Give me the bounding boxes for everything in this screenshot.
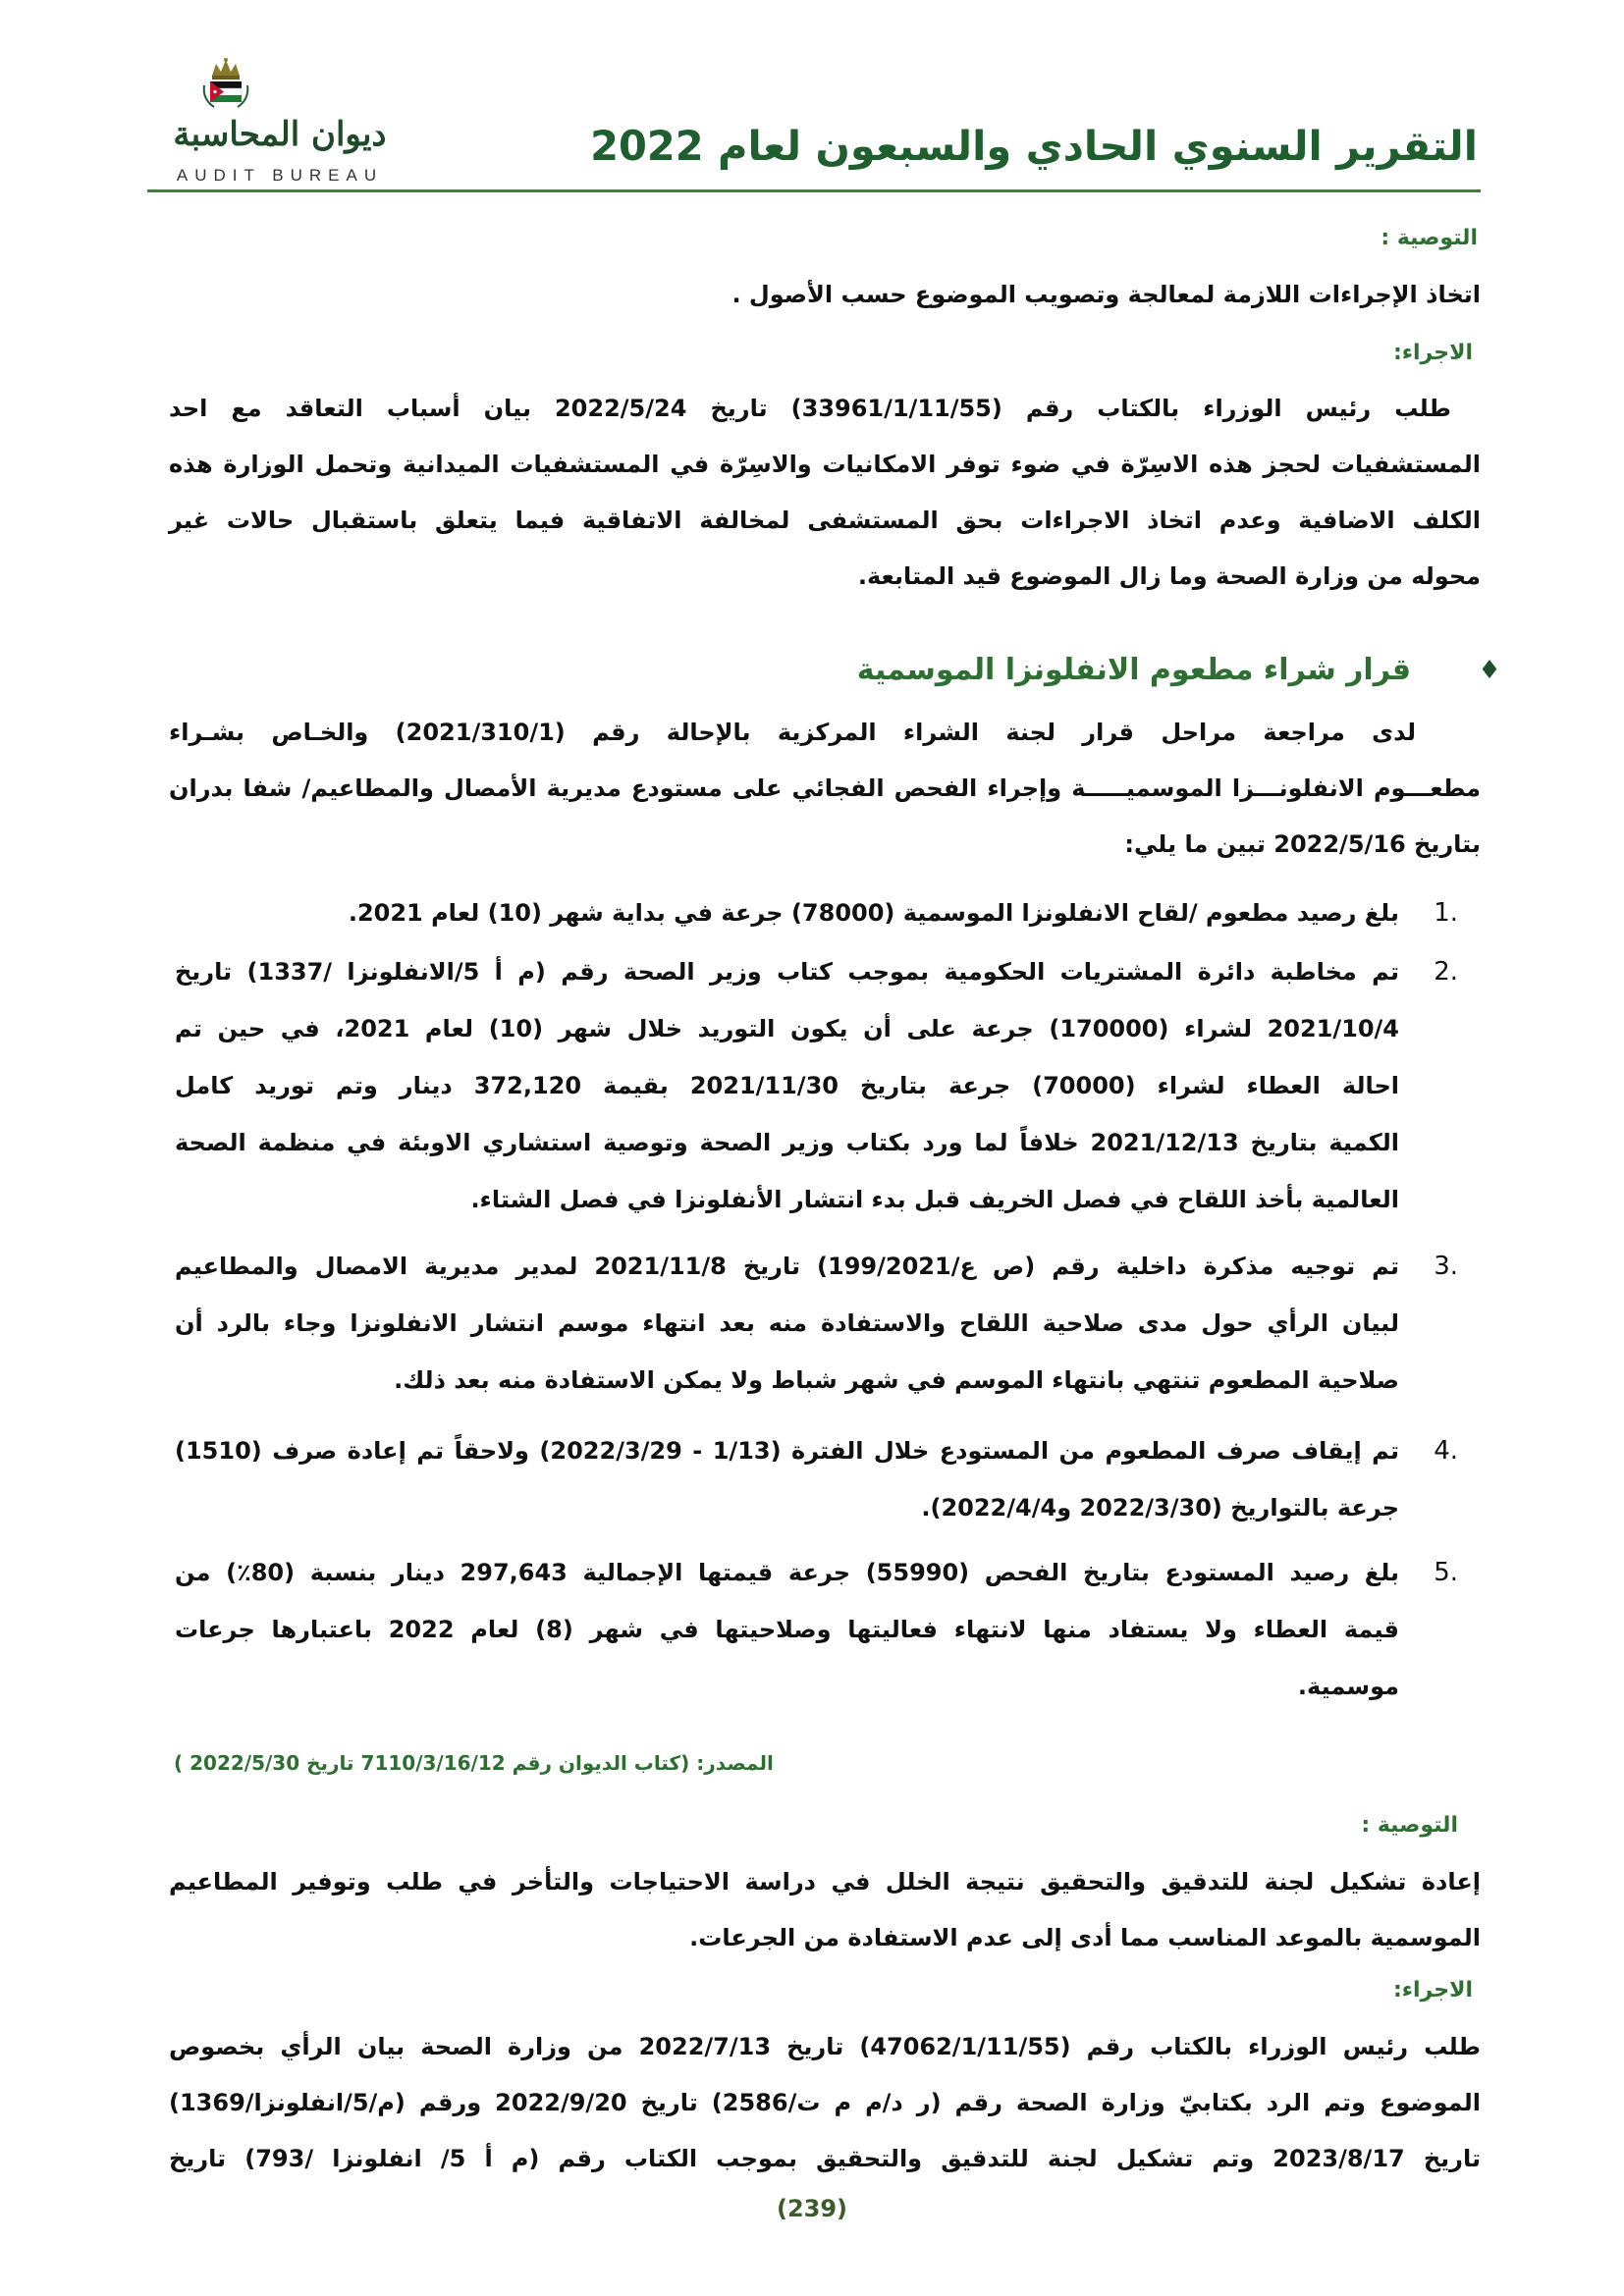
finding-number: 3. [1434, 1252, 1458, 1281]
finding-line: بلغ رصيد مطعوم /لقاح الانفلونزا الموسمية (78000) جرعة في بداية شهر (10) لعام 2021. [348, 899, 1399, 927]
action-line: الكلف الاضافية وعدم اتخاذ الاجراءات بحق المستشفى لمخالفة الاتفاقية فيما يتعلق باستقبال حالات غير [169, 507, 1481, 534]
finding-line: لبيان الرأي حول مدى صلاحية اللقاح والاستفادة منه بعد انتهاء موسم انتشار الانفلونزا وجاء بالرد أن [175, 1309, 1399, 1337]
recommendation-label: التوصية : [1361, 1813, 1458, 1838]
diamond-bullet-icon: ♦ [1478, 656, 1501, 685]
section-heading: قرار شراء مطعوم الانفلونزا الموسمية [856, 653, 1411, 687]
recommendation-line: إعادة تشكيل لجنة للتدقيق والتحقيق نتيجة الخلل في دراسة الاحتياجات والتأخر في طلب وتوفير المطاعيم [169, 1868, 1481, 1896]
action-line: المستشفيات لحجز هذه الاسِرّة في ضوء توفر الامكانيات والاسِرّة في المستشفيات الميدانية وتحمل الوزارة هذه [169, 451, 1481, 478]
finding-line: تم إيقاف صرف المطعوم من المستودع خلال الفترة (1/13 - 2022/3/29) ولاحقاً تم إعادة صرف (1510) [175, 1437, 1399, 1465]
recommendation-text [169, 1854, 1481, 1966]
finding-line: العالمية بأخذ اللقاح في فصل الخريف قبل بدء انتشار الأنفلونزا في فصل الشتاء. [470, 1186, 1399, 1213]
finding-item [175, 884, 1458, 941]
finding-number: 4. [1434, 1436, 1458, 1466]
finding-number: 2. [1434, 957, 1458, 987]
finding-item [175, 1238, 1458, 1409]
audit-bureau-logo [147, 54, 412, 187]
finding-number: 1. [1434, 898, 1458, 928]
logo-english-text: AUDIT BUREAU [176, 166, 384, 185]
action-text [169, 381, 1481, 605]
action-line: محوله من وزارة الصحة وما زال الموضوع قيد المتابعة. [857, 562, 1481, 590]
intro-line: بتاريخ 2022/5/16 تبين ما يلي: [1124, 830, 1481, 858]
finding-line: بلغ رصيد المستودع بتاريخ الفحص (55990) جرعة قيمتها الإجمالية 297,643 دينار بنسبة (80٪) من [175, 1559, 1399, 1586]
header-rule [147, 189, 1481, 192]
action-label: الاجراء: [1392, 1978, 1473, 2002]
action-label: الاجراء: [1392, 341, 1473, 365]
finding-line: صلاحية المطعوم تنتهي بانتهاء الموسم في شهر شباط ولا يمكن الاستفادة منه بعد ذلك. [394, 1366, 1399, 1394]
recommendation-text [169, 267, 1481, 323]
intro-line: لدى مراجعة مراحل قرار لجنة الشراء المركزية بالإحالة رقم (2021/310/1) والخـاص بشـراء [169, 719, 1417, 746]
finding-number: 5. [1434, 1558, 1458, 1587]
action-line: الموضوع وتم الرد بكتابيّ وزارة الصحة رقم (ر د/م م ت/2586) تاريخ 2022/9/20 ورقم (م/5/انفلونزا/1369) [169, 2089, 1482, 2116]
emblem-icon [194, 56, 257, 111]
finding-line: 2021/10/4 لشراء (170000) جرعة على أن يكون التوريد خلال شهر (10) لعام 2021، في حين تم [175, 1015, 1400, 1042]
intro-paragraph [169, 705, 1481, 873]
report-title: التقرير السنوي الحادي والسبعون لعام 2022 [590, 122, 1478, 170]
finding-item [175, 943, 1458, 1228]
finding-line: الكمية بتاريخ 2021/12/13 خلافاً لما ورد بكتاب وزير الصحة وتوصية استشاري الاوبئة في منظمة الصحة [175, 1129, 1400, 1156]
logo-arabic-text: ديوان المحاسبة [173, 115, 387, 154]
finding-line: تم توجيه مذكرة داخلية رقم (ص ع/199/2021) تاريخ 2021/11/8 لمدير مديرية الامصال والمطاعيم [175, 1253, 1400, 1280]
finding-line: جرعة بالتواريخ (2022/3/30 و2022/4/4). [921, 1494, 1399, 1522]
finding-line: تم مخاطبة دائرة المشتريات الحكومية بموجب كتاب وزير الصحة رقم (م أ 5/الانفلونزا /1337) تاريخ [175, 958, 1399, 986]
recommendation-line: اتخاذ الإجراءات اللازمة لمعالجة وتصويب الموضوع حسب الأصول . [731, 281, 1481, 308]
action-text [169, 2019, 1481, 2187]
finding-item [175, 1544, 1458, 1715]
finding-line: قيمة العطاء ولا يستفاد منها لانتهاء فعاليتها وصلاحيتها في شهر (8) لعام 2022 باعتبارها جرعات [175, 1616, 1400, 1643]
source-citation: المصدر: (كتاب الديوان رقم 7110/3/16/12 تاريخ 2022/5/30 ) [174, 1751, 774, 1775]
action-line: تاريخ 2023/8/17 وتم تشكيل لجنة للتدقيق والتحقيق بموجب الكتاب رقم (م أ 5/ انفلونزا /793) تاريخ [169, 2145, 1481, 2172]
action-line: طلب رئيس الوزراء بالكتاب رقم (33961/1/11/55) تاريخ 2022/5/24 بيان أسباب التعاقد مع احد [169, 395, 1452, 422]
page-number: (239) [776, 2195, 848, 2222]
intro-line: مطعـــوم الانفلونـــزا الموسميـــــة وإجراء الفحص الفجائي على مستودع مديرية الأمصال والمطاعيم/ شفا بدران [169, 774, 1481, 802]
finding-line: احالة العطاء لشراء (70000) جرعة بتاريخ 2021/11/30 بقيمة 372,120 دينار وتم توريد كامل [175, 1072, 1400, 1099]
finding-line: موسمية. [1297, 1673, 1399, 1700]
action-line: طلب رئيس الوزراء بالكتاب رقم (47062/1/11/55) تاريخ 2022/7/13 من وزارة الصحة بيان الرأي بخصوص [169, 2033, 1482, 2060]
finding-item [175, 1422, 1458, 1536]
recommendation-line: الموسمية بالموعد المناسب مما أدى إلى عدم الاستفادة من الجرعات. [689, 1924, 1481, 1951]
recommendation-label: التوصية : [1380, 226, 1478, 250]
